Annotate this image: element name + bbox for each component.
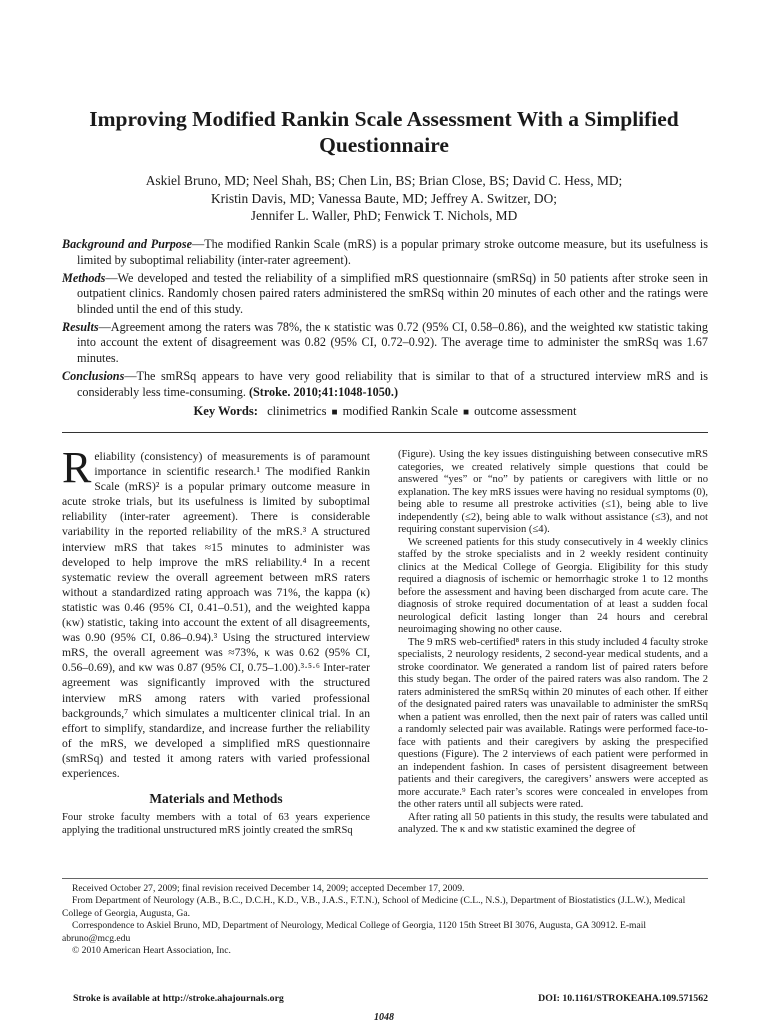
drop-cap: R bbox=[62, 443, 92, 492]
footnotes bbox=[62, 883, 708, 957]
abstract-text: —We developed and tested the reliability of a simplified mRS questionnaire (smRSq) in 50 patients after stroke seen in outpatient clinics. Randomly chosen paired raters administered the smRSq within 20 minutes of each other and the ratings were blinded until the end of this study. bbox=[77, 270, 708, 316]
body-paragraph: (Figure). Using the key issues distinguishing between consecutive mRS categories, we created relatively simple questions that could be answered “yes” or “no” by patients or caregivers with little or no explanation. The key mRS issues were having no residual symptoms (0), being able to resume all prestroke activities (≤1), being able to live independently (≤2), being able to walk without assistance (≤3), and not requiring constant supervision (≤4). bbox=[398, 449, 708, 535]
abstract-methods bbox=[62, 271, 708, 318]
abstract-results bbox=[62, 320, 708, 367]
author-list bbox=[60, 172, 708, 225]
section-heading: Materials and Methods bbox=[149, 791, 283, 807]
abstract-label: Background and Purpose bbox=[62, 237, 193, 251]
body-paragraph: After rating all 50 patients in this study, the results were tabulated and analyzed. The κ and κw statistic examined the degree of bbox=[398, 811, 708, 835]
copyright: © 2010 American Heart Association, Inc. bbox=[72, 945, 231, 957]
abstract-label: Results bbox=[62, 319, 99, 334]
correspondence: Correspondence to Askiel Bruno, MD, Department of Neurology, Medical College of Georgia, 1120 15th Street BI 3076, Augusta, GA 30912. E-mail abruno@mcg.edu bbox=[62, 920, 647, 944]
square-bullet-icon: ■ bbox=[331, 407, 338, 418]
doi: DOI: 10.1161/STROKEAHA.109.571562 bbox=[538, 993, 708, 1004]
body-column-right bbox=[398, 449, 708, 837]
page-number: 1048 bbox=[374, 1012, 394, 1023]
body-paragraph: The 9 mRS web-certified⁸ raters in this study included 4 faculty stroke specialists, 2 neurology residents, 2 second-year medical students, and a stroke coordinator. We generated a random list of paired raters before this study began. The order of the paired raters was also random. The 2 raters administered the smRSq within 20 minutes of each other. If either of the designated paired raters was unavailable to administer the smRSq when a patient was enrolled, then the next pair of raters was called until a randomly selected pair was available. Ratings were performed face-to-face with patients and their caregivers by asking the prespecified questions (Figure). The 2 interviews of each patient were performed in an independent fashion. In cases of persistent disagreement between patients and their caregivers, the caregivers’ answers were accepted as more accurate.⁹ Each rater’s scores were concealed in envelopes from the other raters until all subjects were rated. bbox=[398, 636, 708, 810]
article-title: Improving Modified Rankin Scale Assessment With a Simplified Questionnaire bbox=[89, 107, 679, 157]
journal-citation: (Stroke. 2010;41:1048-1050.) bbox=[248, 384, 399, 399]
methods-paragraph: Four stroke faculty members with a total of 63 years experience applying the traditional unstructured mRS jointly created the smRSq bbox=[62, 812, 370, 837]
received-dates: Received October 27, 2009; final revision received December 14, 2009; accepted December 17, 2009. bbox=[72, 883, 465, 894]
author-line: Jennifer L. Waller, PhD; Fenwick T. Nichols, MD bbox=[250, 208, 518, 223]
key-words-label: Key Words: bbox=[193, 404, 258, 418]
abstract-label: Methods bbox=[62, 270, 106, 285]
footnote-divider bbox=[62, 878, 708, 879]
section-divider bbox=[62, 432, 708, 433]
abstract-text: —Agreement among the raters was 78%, the κ statistic was 0.72 (95% CI, 0.58–0.86), and the weighted κw statistic taking into account the extent of disagreement was 0.82 (95% CI, 0.72–0.92). The average time to administer the smRSq was 1.67 minutes. bbox=[77, 319, 708, 365]
keyword: outcome assessment bbox=[474, 404, 577, 418]
abstract-conclusions bbox=[62, 369, 708, 400]
body-paragraph: We screened patients for this study consecutively in 4 weekly clinics staffed by the stroke specialists and in 2 weekly resident continuity clinics at the Medical College of Georgia. Eligibility for this study required a diagnosis of ischemic or hemorrhagic stroke 1 to 12 months before the assessment and having been discharged from acute care. The diagnosis of stroke required documentation of at least a sudden focal neurological deficit lasting longer than 24 hours and cerebral neuroimaging showing no other cause. bbox=[398, 536, 708, 635]
keyword: modified Rankin Scale bbox=[342, 404, 459, 418]
square-bullet-icon: ■ bbox=[463, 407, 470, 418]
abstract-text: —The smRSq appears to have very good reliability that is similar to that of a structured interview mRS and is considerably less time-consuming. bbox=[77, 368, 708, 399]
keyword: clinimetrics bbox=[267, 404, 327, 418]
journal-availability: Stroke is available at http://stroke.ahajournals.org bbox=[73, 993, 284, 1004]
key-words bbox=[62, 404, 708, 419]
intro-text: eliability (consistency) of measurements is of paramount importance in scientific research.¹ The modified Rankin Scale (mRS)² is a popular primary outcome measure in acute stroke trials, but its usefulness is limited by suboptimal reliability (inter-rater agreement). There is considerable variability in the reported reliability of the mRS.³ A structured interview mRS that takes ≈15 minutes to administer was developed to help improve the mRS reliability.⁴ In a recent systematic review the overall agreement between mRS raters without a standardized rating approach was 71%, the kappa (κ) statistic was 0.46 (95% CI, 0.41–0.51), and the weighted kappa (κw) statistic, taking into account the extent of all disagreements, was 0.90 (95% CI, 0.86–0.94).³ Using the structured interview mRS, the overall agreement was ≈73%, κ was 0.62 (95% CI, 0.56–0.69), and κw was 0.87 (95% CI, 0.75–1.00).³·⁵·⁶ Inter-rater agreement was significantly improved with the structured interview mRS among raters with varied professional backgrounds,⁷ which simulates a multicenter clinical trial. In an effort to simplify, standardize, and increase further the reliability of the mRS, we developed a simplified mRS questionnaire (smRSq) and tested it among raters with varied professional experiences. bbox=[62, 450, 370, 780]
abstract-label: Conclusions bbox=[62, 368, 125, 383]
abstract bbox=[62, 237, 708, 403]
author-line: Askiel Bruno, MD; Neel Shah, BS; Chen Lin, BS; Brian Close, BS; David C. Hess, MD; bbox=[145, 173, 623, 188]
body-column-left bbox=[62, 443, 370, 837]
intro-paragraph bbox=[62, 443, 370, 781]
author-line: Kristin Davis, MD; Vanessa Baute, MD; Jeffrey A. Switzer, DO; bbox=[211, 190, 557, 206]
abstract-background bbox=[62, 237, 708, 268]
affiliations: From Department of Neurology (A.B., B.C., D.C.H., K.D., V.B., J.A.S., F.T.N.), School of Medicine (C.L., N.S.), Department of Biostatistics (J.L.W.), Medical College of Georgia, Augusta, Ga. bbox=[62, 895, 686, 919]
abstract-text: —The modified Rankin Scale (mRS) is a popular primary stroke outcome measure, but its usefulness is limited by suboptimal reliability (inter-rater agreement). bbox=[77, 237, 708, 267]
